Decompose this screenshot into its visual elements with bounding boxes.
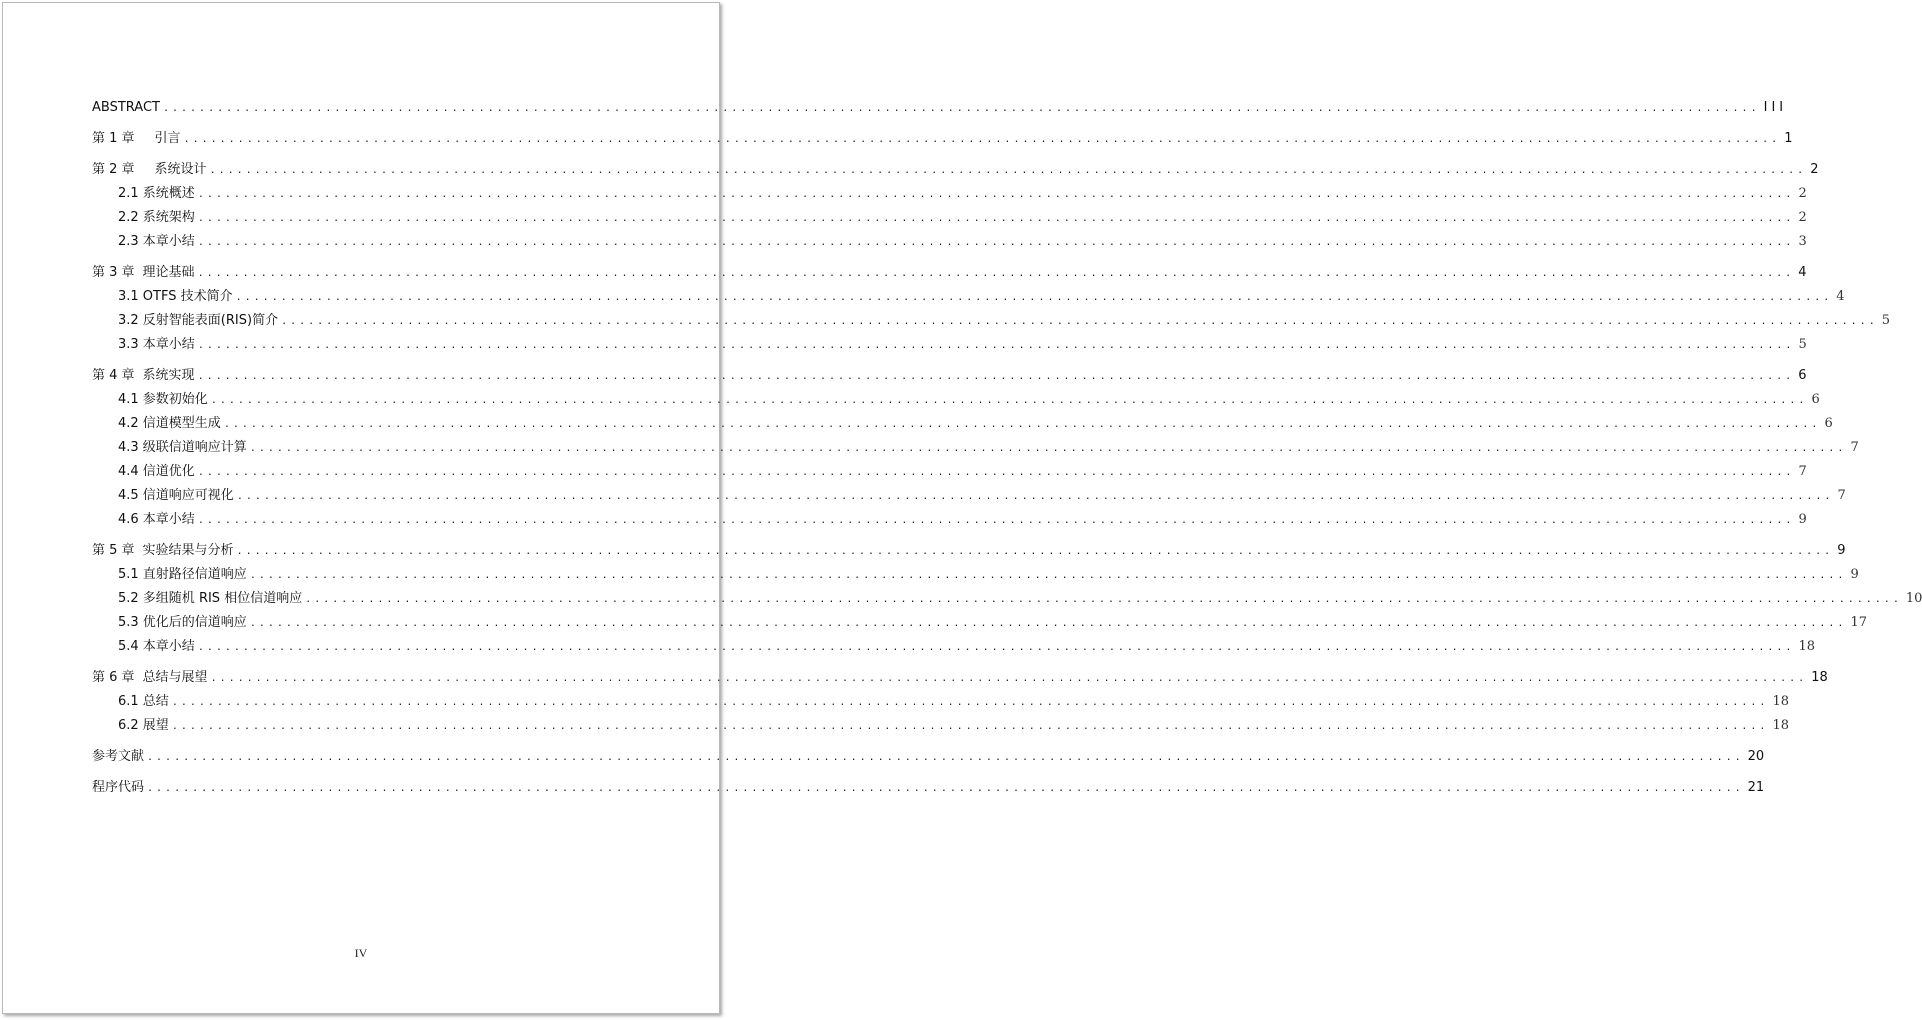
dot-leader [147, 746, 1744, 770]
toc-entry-4-5[interactable] [92, 484, 1846, 508]
dot-leader [198, 231, 1795, 255]
toc-page-number: 7 [1837, 488, 1846, 503]
toc-label: 参考文献 [92, 749, 145, 764]
toc-label: 4.3 级联信道响应计算 [118, 440, 247, 455]
toc-entry-6-2[interactable] [92, 714, 1789, 738]
toc-label: 6.2 展望 [118, 718, 169, 733]
toc-page-number: 17 [1850, 615, 1867, 630]
toc-entry-4-1[interactable] [92, 388, 1820, 412]
toc-entry-chapter-4[interactable] [92, 364, 1807, 388]
chapter-title: 引言 [154, 131, 181, 146]
toc-label: 3.2 反射智能表面(RIS)简介 [118, 313, 279, 328]
toc-page-number: 9 [1850, 567, 1859, 582]
toc-page-number: 9 [1798, 512, 1807, 527]
toc-label [92, 364, 198, 388]
toc-page-number: 10 [1905, 591, 1922, 606]
toc-entry-4-2[interactable] [92, 412, 1833, 436]
toc-page-number: 7 [1798, 464, 1807, 479]
chapter-number: 第 4 章 [92, 368, 135, 383]
toc-page-number: 5 [1881, 313, 1890, 328]
dot-leader [250, 437, 1847, 461]
chapter-title: 系统实现 [142, 368, 195, 383]
toc-label: 5.4 本章小结 [118, 639, 195, 654]
dot-leader [210, 159, 1807, 183]
toc-page-number: III [1763, 100, 1788, 115]
toc-entry-2-3[interactable] [92, 230, 1807, 254]
toc-page-number: 2 [1810, 162, 1819, 177]
chapter-title: 理论基础 [142, 265, 195, 280]
dot-leader [198, 365, 1795, 389]
toc-page-number: 18 [1811, 670, 1828, 685]
dot-leader [198, 262, 1795, 286]
dot-leader [250, 612, 1847, 636]
dot-leader [172, 715, 1769, 739]
dot-leader [237, 540, 1834, 564]
toc-entry-4-3[interactable] [92, 436, 1859, 460]
toc-page-number: 20 [1747, 749, 1765, 764]
chapter-number: 第 6 章 [92, 670, 135, 685]
toc-page-number: 4 [1836, 289, 1845, 304]
dot-leader [198, 636, 1795, 660]
dot-leader [147, 777, 1744, 801]
toc-label: 4.5 信道响应可视化 [118, 488, 234, 503]
toc-entry-3-2[interactable] [92, 309, 1890, 333]
toc-label: 6.1 总结 [118, 694, 169, 709]
dot-leader [211, 667, 1808, 691]
toc-page-number: 6 [1798, 368, 1807, 383]
toc-entry-abstract[interactable] [92, 96, 1788, 120]
toc-entry-chapter-1[interactable] [92, 127, 1793, 151]
dot-leader [237, 485, 1834, 509]
dot-leader [198, 509, 1795, 533]
toc-label [92, 539, 237, 563]
toc-label: 4.4 信道优化 [118, 464, 195, 479]
toc-label: 4.1 参数初始化 [118, 392, 208, 407]
toc-label: 3.3 本章小结 [118, 337, 195, 352]
chapter-title: 实验结果与分析 [142, 543, 234, 558]
toc-entry-references[interactable] [92, 745, 1765, 769]
toc-page-number: 18 [1772, 694, 1789, 709]
dot-leader [305, 588, 1902, 612]
toc-entry-3-1[interactable] [92, 285, 1845, 309]
toc-page-number: 6 [1811, 392, 1820, 407]
dot-leader [198, 183, 1795, 207]
toc-label: 4.2 信道模型生成 [118, 416, 221, 431]
toc-label: 3.1 OTFS 技术简介 [118, 289, 233, 304]
toc-entry-chapter-5[interactable] [92, 539, 1846, 563]
toc-page-number: 21 [1747, 780, 1765, 795]
toc-label: 程序代码 [92, 780, 145, 795]
dot-leader [250, 564, 1847, 588]
dot-leader [172, 691, 1769, 715]
toc-page-number: 6 [1824, 416, 1833, 431]
toc-label: 2.1 系统概述 [118, 186, 195, 201]
toc-label: 5.3 优化后的信道响应 [118, 615, 247, 630]
toc-entry-chapter-2[interactable] [92, 158, 1819, 182]
toc-label: 2.3 本章小结 [118, 234, 195, 249]
toc-page-number: 2 [1798, 210, 1807, 225]
dot-leader [198, 207, 1795, 231]
chapter-title: 总结与展望 [142, 670, 208, 685]
toc-entry-5-3[interactable] [92, 611, 1867, 635]
dot-leader [184, 128, 1781, 152]
toc-page-number: 1 [1784, 131, 1793, 146]
page-footer-number: IV [354, 946, 368, 960]
toc-page-number: 9 [1837, 543, 1846, 558]
toc-label [92, 261, 198, 285]
toc-label: 2.2 系统架构 [118, 210, 195, 225]
dot-leader [224, 413, 1821, 437]
toc-page-number: 2 [1798, 186, 1807, 201]
chapter-number: 第 3 章 [92, 265, 135, 280]
toc-page-number: 5 [1798, 337, 1807, 352]
dot-leader [211, 389, 1808, 413]
document-page [2, 2, 1922, 1014]
toc-label: 5.1 直射路径信道响应 [118, 567, 247, 582]
toc-entry-4-4[interactable] [92, 460, 1807, 484]
toc-entry-4-6[interactable] [92, 508, 1807, 532]
toc-entry-6-1[interactable] [92, 690, 1789, 714]
dot-leader [198, 461, 1795, 485]
toc-label [92, 127, 184, 151]
toc-entry-chapter-6[interactable] [92, 666, 1828, 690]
chapter-number: 第 2 章 [92, 162, 135, 177]
toc-entry-5-1[interactable] [92, 563, 1859, 587]
chapter-number: 第 5 章 [92, 543, 135, 558]
toc-page-number: 18 [1798, 639, 1815, 654]
toc-label: 5.2 多组随机 RIS 相位信道响应 [118, 591, 303, 606]
toc-label [92, 666, 211, 690]
toc-label: ABSTRACT [92, 100, 160, 115]
toc-page-number: 3 [1798, 234, 1807, 249]
dot-leader [198, 334, 1795, 358]
toc-entry-chapter-3[interactable] [92, 261, 1807, 285]
toc-page-number: 7 [1850, 440, 1859, 455]
chapter-title: 系统设计 [154, 162, 207, 177]
toc-entry-2-2[interactable] [92, 206, 1807, 230]
toc-label: 4.6 本章小结 [118, 512, 195, 527]
dot-leader [163, 97, 1760, 121]
toc-entry-5-4[interactable] [92, 635, 1815, 659]
toc-page-number: 18 [1772, 718, 1789, 733]
toc-entry-program-code[interactable] [92, 776, 1765, 800]
table-of-contents [92, 96, 1922, 800]
dot-leader [236, 286, 1833, 310]
toc-label [92, 158, 210, 182]
toc-entry-5-2[interactable] [92, 587, 1922, 611]
toc-entry-2-1[interactable] [92, 182, 1807, 206]
dot-leader [281, 310, 1878, 334]
toc-entry-3-3[interactable] [92, 333, 1807, 357]
chapter-number: 第 1 章 [92, 131, 135, 146]
toc-page-number: 4 [1798, 265, 1807, 280]
